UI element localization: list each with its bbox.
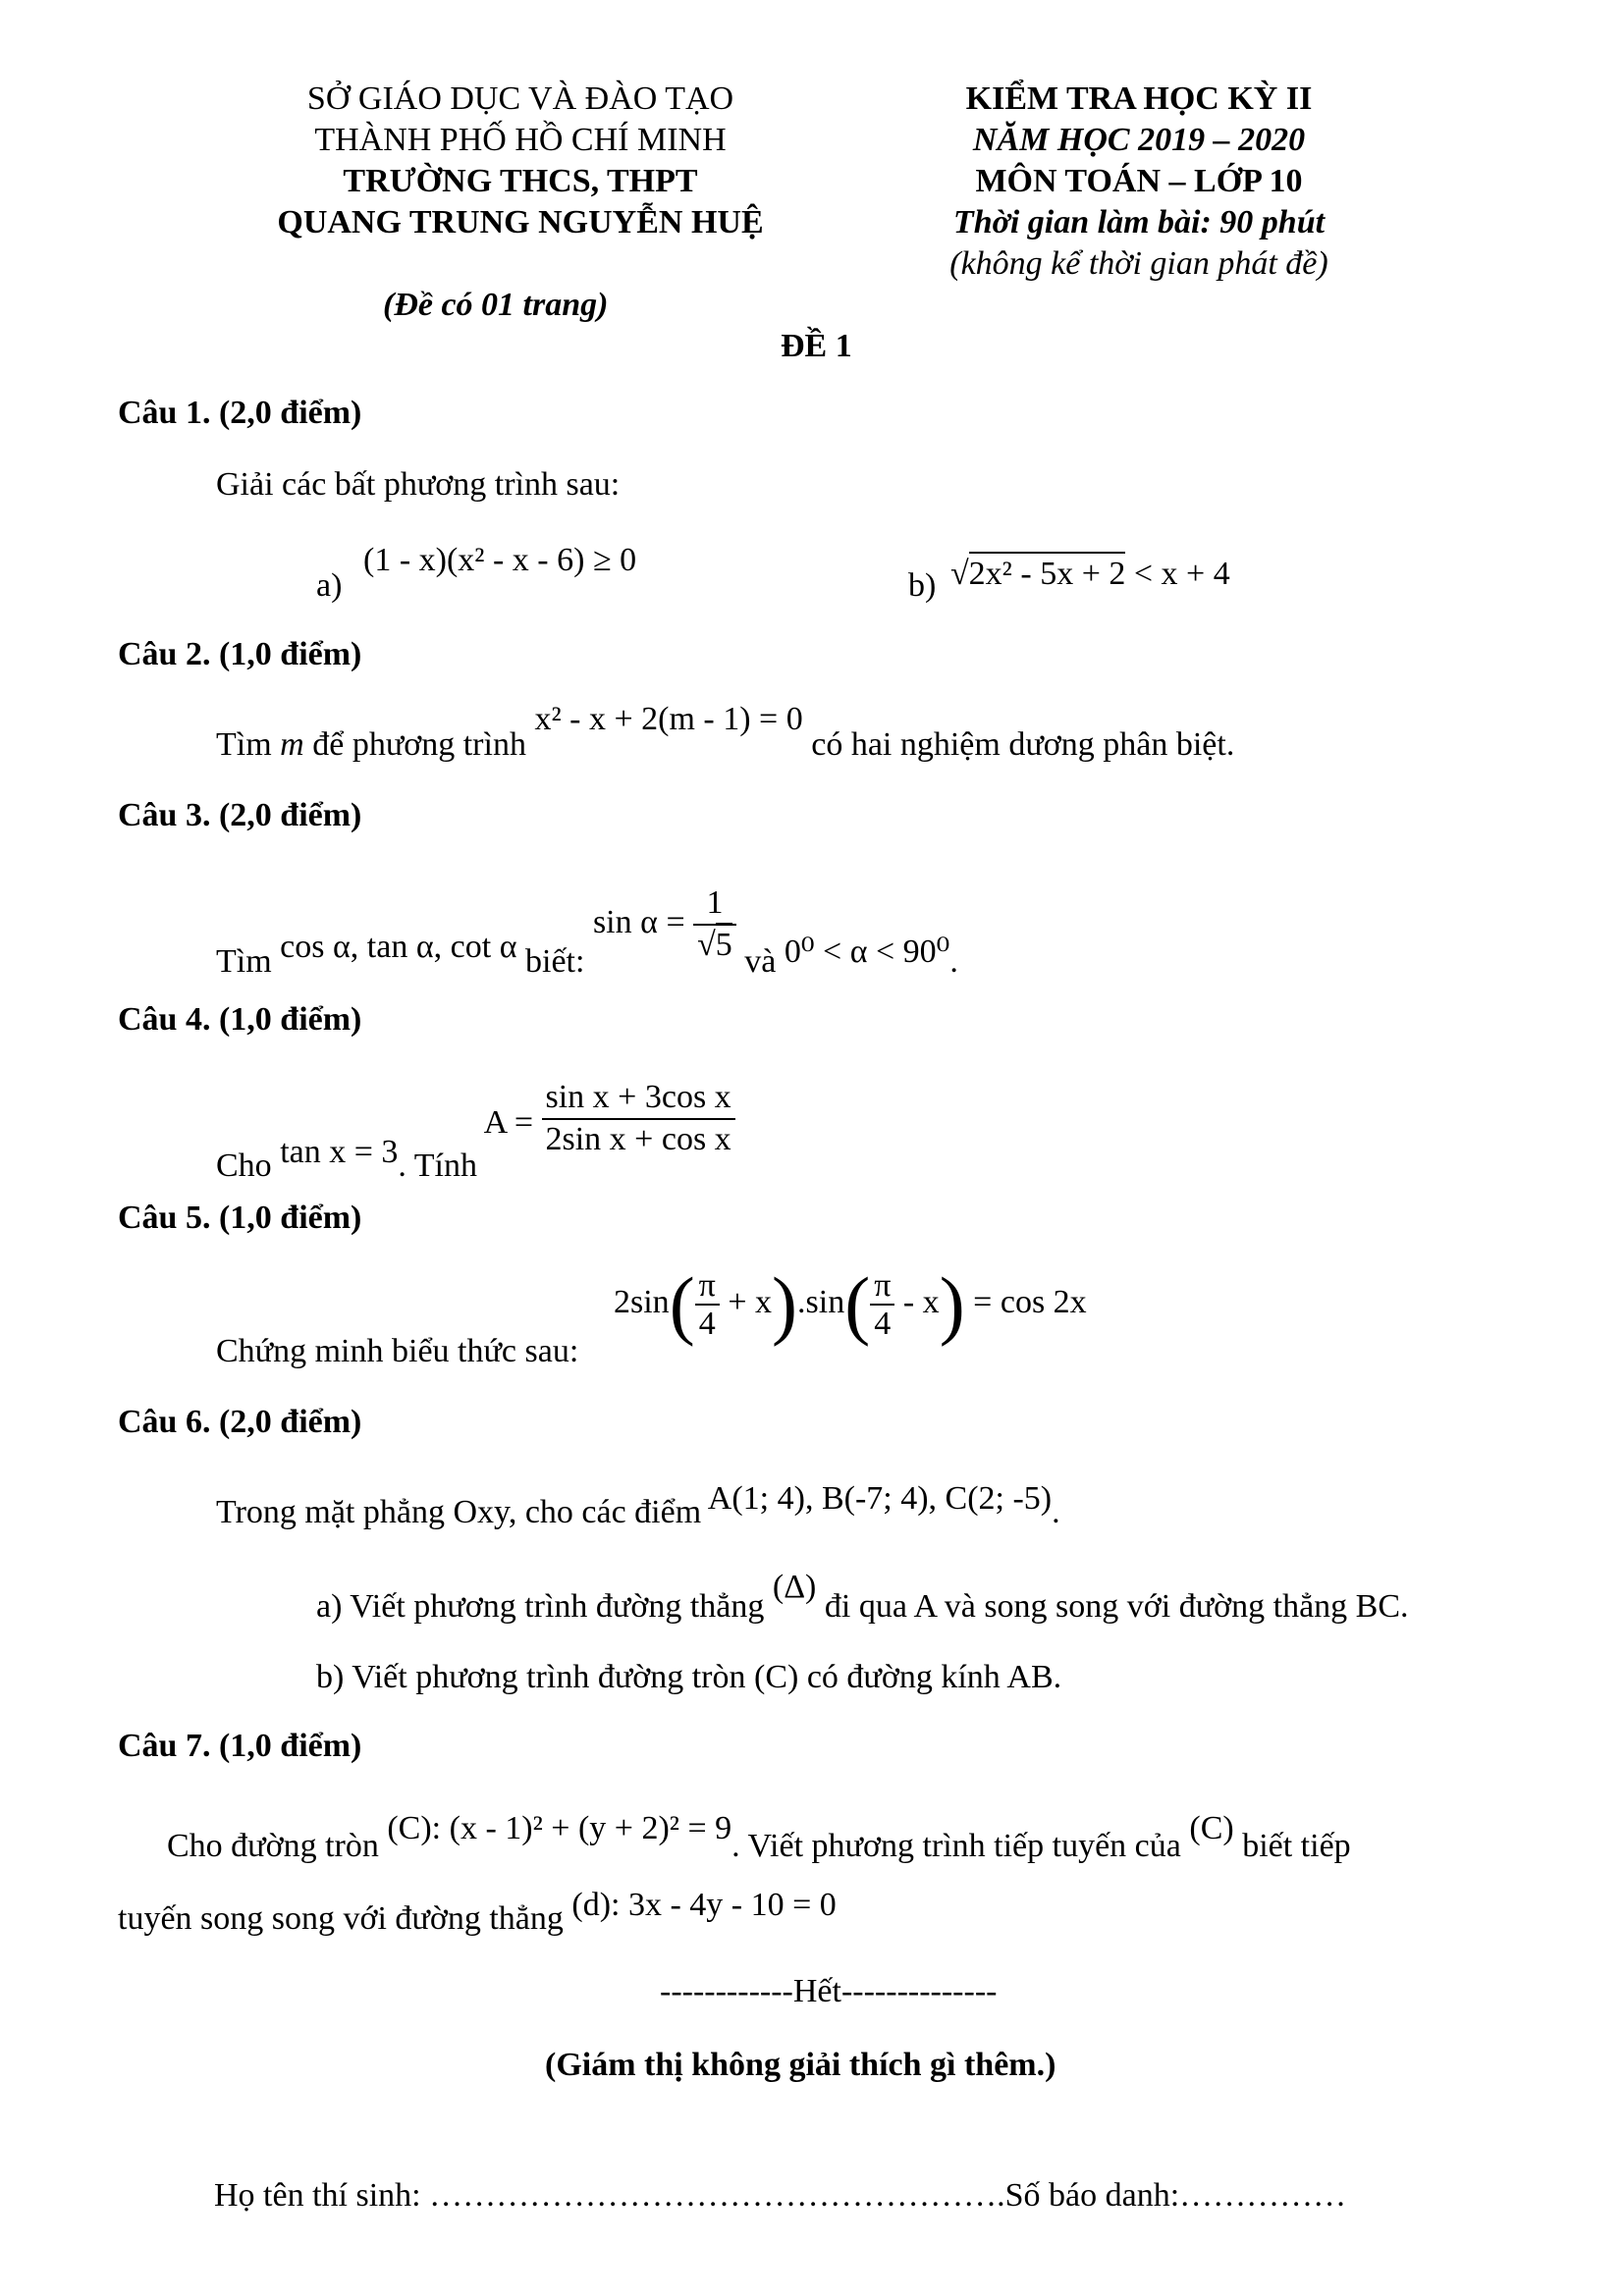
q5-title: Câu 5. (1,0 điểm) [118, 1200, 362, 1236]
proctor-note: (Giám thị không giải thích gì thêm.) [545, 2047, 1056, 2083]
q3-sin-lhs: sin α = [592, 903, 694, 940]
subject: MÔN TOÁN – LỚP 10 [975, 163, 1303, 199]
q1-a-label: a) [316, 567, 343, 604]
q5-plus-x: + x [719, 1283, 773, 1320]
time-limit: Thời gian làm bài: 90 phút [952, 204, 1326, 240]
q1-a-expr: (1 - x)(x² - x - 6) ≥ 0 [363, 542, 637, 578]
q1-b-expr [950, 556, 1230, 593]
q1-title: Câu 1. (2,0 điểm) [118, 395, 362, 431]
q2-expr: x² - x + 2(m - 1) = 0 [534, 701, 803, 737]
q5-frac2: $\frac{\pi}{4}$ [870, 1267, 894, 1343]
q3-pre: Tìm [216, 942, 281, 980]
q3-frac-den: √5 [693, 926, 736, 966]
q3-fraction [693, 883, 736, 966]
q7-post: biết tiếp [1233, 1828, 1351, 1864]
q5-2sin: 2sin [614, 1283, 670, 1320]
q6-intro-line [216, 1480, 1060, 1531]
q5-dot-sin: .sin [797, 1283, 845, 1320]
q7-line2 [118, 1887, 837, 1938]
q3-and: và [735, 942, 785, 980]
q3-mid: biết: [516, 942, 593, 980]
q4-num: sin x + 3cos x [542, 1078, 735, 1120]
q4-den: 2sin x + cos x [545, 1120, 731, 1157]
q6-a-pre: a) Viết phương trình đường thẳng [316, 1588, 773, 1625]
q5-text: Chứng minh biểu thức sau: [216, 1333, 579, 1369]
q6-a-line [316, 1569, 1409, 1626]
sqrt-sign: √ [950, 556, 969, 592]
q2-text [216, 701, 1235, 764]
q3-frac-num: 1 [693, 883, 736, 926]
q6-a-delta: (Δ) [772, 1569, 817, 1605]
q4-text [216, 1078, 735, 1184]
q5-rhs: = cos 2x [964, 1283, 1087, 1320]
q2-title: Câu 2. (1,0 điểm) [118, 636, 362, 672]
school-year: NĂM HỌC 2019 – 2020 [972, 122, 1306, 158]
q3-title: Câu 3. (2,0 điểm) [118, 797, 362, 833]
q7-mid: . Viết phương trình tiếp tuyến của [731, 1828, 1190, 1864]
q7-circle: (C): (x - 1)² + (y + 2)² = 9 [387, 1810, 732, 1846]
q5-minus-x: - x [894, 1283, 940, 1320]
q7-line1 [167, 1810, 1522, 1865]
end-marker: ------------Hết-------------- [660, 1973, 998, 2009]
q4-lhs: A = [483, 1103, 542, 1141]
q3-end: . [949, 942, 958, 980]
q1-b-label: b) [908, 567, 937, 604]
time-note: (không kể thời gian phát đề) [949, 245, 1328, 282]
q3-text [216, 864, 958, 980]
q4-pre: Cho [216, 1147, 281, 1184]
exam-title: KIỂM TRA HỌC KỲ II [965, 80, 1313, 117]
q6-points: A(1; 4), B(-7; 4), C(2; -5) [707, 1480, 1053, 1517]
q4-given: tan x = 3 [280, 1133, 399, 1170]
q1-b-rest: < x + 4 [1125, 556, 1230, 592]
q5-expr: 2sin( $\frac{\pi}{4}$ + x).sin( $\frac{\pi}{4}$ - x) = cos 2x [614, 1261, 1087, 1347]
q4-mid: . Tính [398, 1147, 484, 1184]
q6-end: . [1052, 1494, 1060, 1530]
q3-funcs: cos α, tan α, cot α [280, 928, 517, 965]
q2-mid: để phương trình [303, 726, 535, 763]
q1-intro: Giải các bất phương trình sau: [216, 466, 621, 503]
header-right [884, 79, 1394, 285]
department-name: SỞ GIÁO DỤC VÀ ĐÀO TẠO [306, 80, 734, 117]
q2-pre: Tìm [216, 726, 281, 763]
city-name: THÀNH PHỐ HỒ CHÍ MINH [314, 122, 727, 158]
header-left [226, 79, 815, 243]
q2-post: có hai nghiệm dương phân biệt. [802, 726, 1235, 763]
q6-title: Câu 6. (2,0 điểm) [118, 1404, 362, 1440]
q6-intro: Trong mặt phẳng Oxy, cho các điểm [216, 1494, 708, 1530]
q3-range: 0⁰ < α < 90⁰ [784, 933, 950, 970]
page-count-note: (Đề có 01 trang) [383, 287, 609, 323]
q1-b-radicand: 2x² - 5x + 2 [969, 552, 1126, 592]
exam-code: ĐỀ 1 [781, 328, 852, 364]
q7-c: (C) [1189, 1810, 1234, 1846]
q7-pre: Cho đường tròn [167, 1828, 388, 1864]
q7-line-d: (d): 3x - 4y - 10 = 0 [571, 1887, 837, 1923]
q5-frac1: $\frac{\pi}{4}$ [695, 1267, 720, 1343]
q7-line2-pre: tuyến song song với đường thẳng [118, 1900, 572, 1937]
q6-b-line: b) Viết phương trình đường tròn (C) có đường kính AB. [316, 1659, 1062, 1695]
school-name: QUANG TRUNG NGUYỄN HUỆ [277, 204, 764, 240]
school-type: TRƯỜNG THCS, THPT [343, 163, 698, 199]
candidate-info: Họ tên thí sinh: …………………………………………….Số báo danh:…………… [214, 2177, 1347, 2214]
q2-var: m [280, 726, 304, 763]
q4-title: Câu 4. (1,0 điểm) [118, 1001, 362, 1038]
q7-title: Câu 7. (1,0 điểm) [118, 1728, 362, 1764]
q6-a-post: đi qua A và song song với đường thẳng BC. [816, 1588, 1409, 1625]
q4-fraction [542, 1078, 735, 1160]
